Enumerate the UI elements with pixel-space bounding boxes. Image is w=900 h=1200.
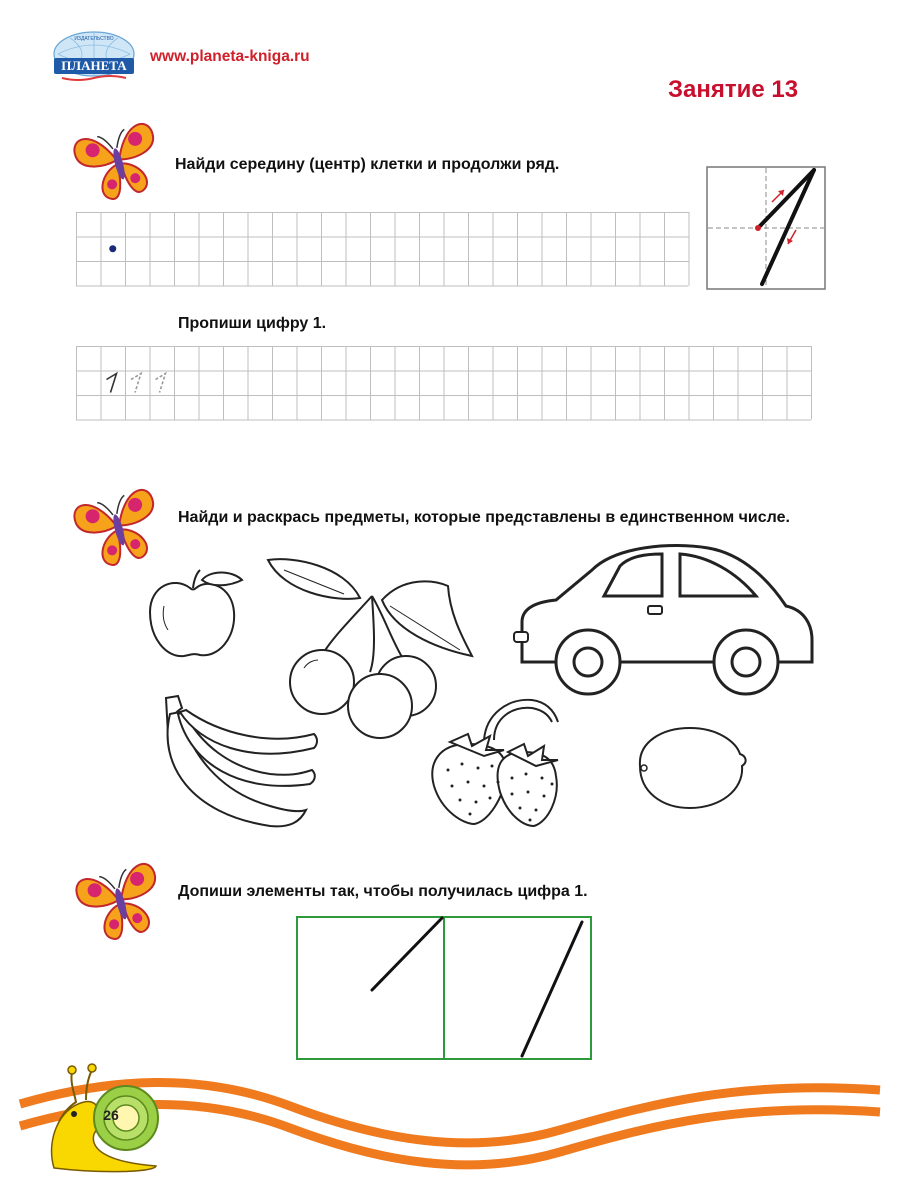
- digit-one-sample: [156, 374, 166, 393]
- page-number: 26: [103, 1107, 119, 1123]
- logo-text: ПЛАНЕТА: [61, 58, 127, 73]
- lesson-title: Занятие 13: [668, 76, 799, 103]
- center-dot: [109, 245, 116, 252]
- digit-one-sample-cell: [706, 166, 826, 290]
- logo-subtext: ИЗДАТЕЛЬСТВО: [74, 36, 114, 42]
- lemon-icon[interactable]: [634, 724, 750, 812]
- banana-bunch-icon[interactable]: [150, 694, 326, 838]
- digit-one-practice-grid[interactable]: [76, 346, 812, 422]
- digit-one-sample: [107, 374, 117, 393]
- task-1-text: Найди середину (центр) клетки и продолжи ряд.: [175, 156, 560, 173]
- center-dot-grid[interactable]: [76, 212, 692, 288]
- butterfly-icon: [70, 112, 166, 208]
- planeta-logo: [48, 28, 140, 84]
- butterfly-icon: [70, 478, 166, 574]
- butterfly-icon: [72, 852, 168, 948]
- task-3-text: Найди и раскрась предметы, которые представлены в единственном числе.: [178, 509, 790, 526]
- complete-digit-frame[interactable]: [296, 916, 592, 1060]
- apple-icon[interactable]: [144, 566, 248, 662]
- strawberries-icon[interactable]: [428, 694, 566, 834]
- site-url-link[interactable]: www.planeta-kniga.ru: [150, 48, 310, 65]
- task-2-text: Пропиши цифру 1.: [178, 315, 327, 332]
- task-4-text: Допиши элементы так, чтобы получилась цифра 1.: [178, 883, 588, 900]
- car-icon[interactable]: [512, 538, 816, 698]
- digit-one-sample: [131, 374, 141, 393]
